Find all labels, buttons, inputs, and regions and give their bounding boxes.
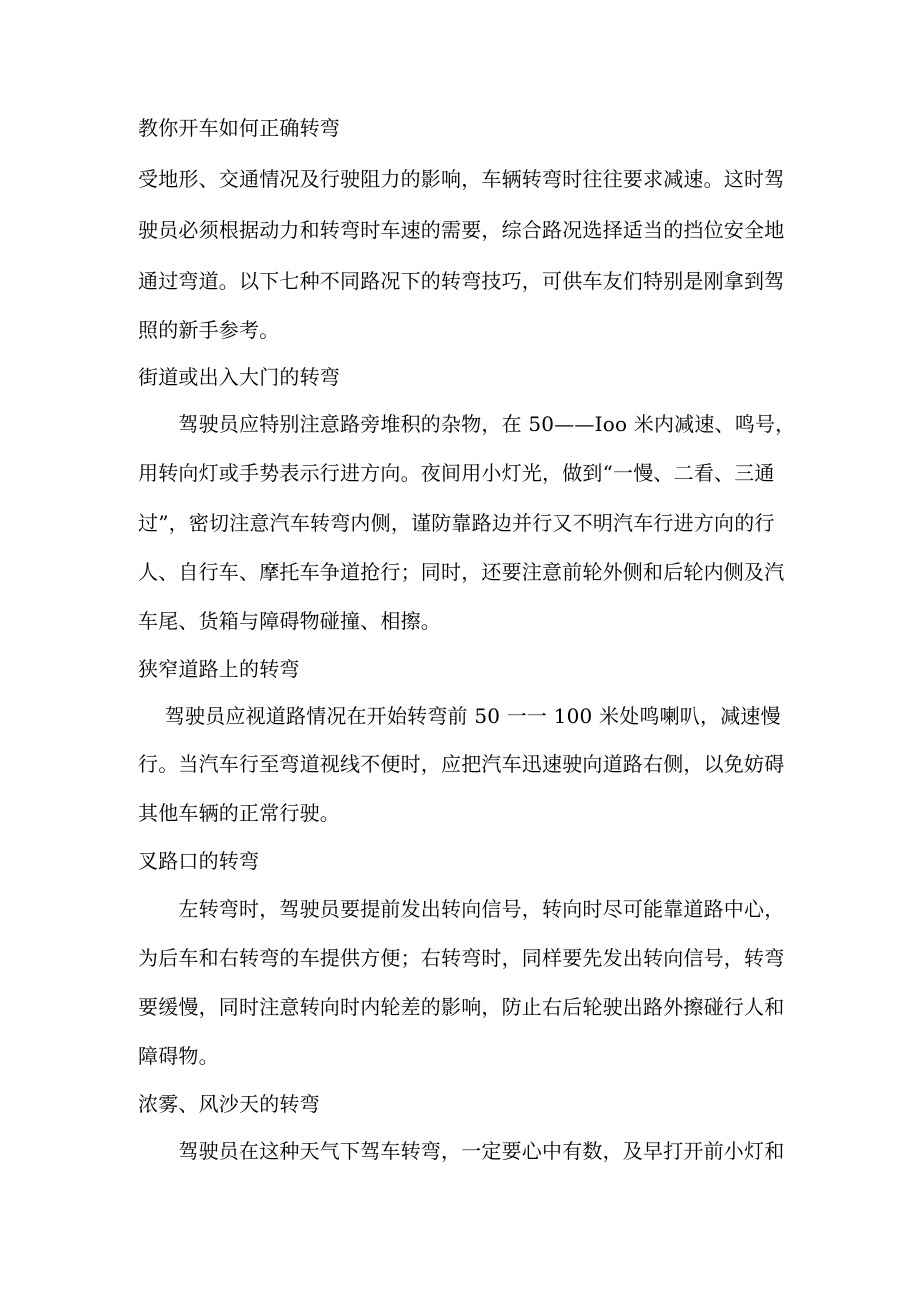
paragraph-line: 过”，密切注意汽车转弯内侧，谨防靠路边并行又不明汽车行进方向的行	[138, 511, 775, 535]
paragraph-line: 驾驶员在这种天气下驾车转弯，一定要心中有数，及早打开前小灯和	[138, 1139, 785, 1163]
intro-line: 照的新手参考。	[138, 318, 280, 342]
paragraph-line: 车尾、货箱与障碍物碰撞、相擦。	[138, 609, 441, 633]
paragraph-line: 行。当汽车行至弯道视线不便时，应把汽车迅速驶向道路右侧，以免妨碍	[138, 752, 785, 776]
paragraph-line: 为后车和右转弯的车提供方便；右转弯时，同样要先发出转向信号，转弯	[138, 946, 785, 970]
intro-line: 驶员必须根据动力和转弯时车速的需要，综合路况选择适当的挡位安全地	[138, 218, 785, 242]
paragraph-line: 人、自行车、摩托车争道抢行；同时，还要注意前轮外侧和后轮内侧及汽	[138, 560, 785, 584]
paragraph-line: 要缓慢，同时注意转向时内轮差的影响，防止右后轮驶出路外擦碰行人和	[138, 995, 785, 1019]
paragraph-line: 驾驶员应视道路情况在开始转弯前 50 一一 100 米处鸣喇叭，减速慢	[138, 704, 781, 728]
section-heading: 街道或出入大门的转弯	[138, 365, 340, 389]
intro-line: 受地形、交通情况及行驶阻力的影响，车辆转弯时往往要求减速。这时驾	[138, 167, 785, 191]
paragraph-line: 用转向灯或手势表示行进方向。夜间用小灯光，做到“一慢、二看、三通	[138, 461, 775, 485]
intro-line: 通过弯道。以下七种不同路况下的转弯技巧，可供车友们特别是刚拿到驾	[138, 269, 785, 293]
paragraph-line: 驾驶员应特别注意路旁堆积的杂物，在 50——Ioo 米内减速、鸣号，	[138, 412, 796, 436]
paragraph-line: 左转弯时，驾驶员要提前发出转向信号，转向时尽可能靠道路中心，	[138, 897, 785, 921]
section-heading: 浓雾、风沙天的转弯	[138, 1092, 320, 1116]
document-title: 教你开车如何正确转弯	[138, 116, 340, 140]
paragraph-line: 其他车辆的正常行驶。	[138, 801, 340, 825]
section-heading: 狭窄道路上的转弯	[138, 657, 300, 681]
section-heading: 叉路口的转弯	[138, 849, 260, 873]
paragraph-line: 障碍物。	[138, 1044, 219, 1068]
